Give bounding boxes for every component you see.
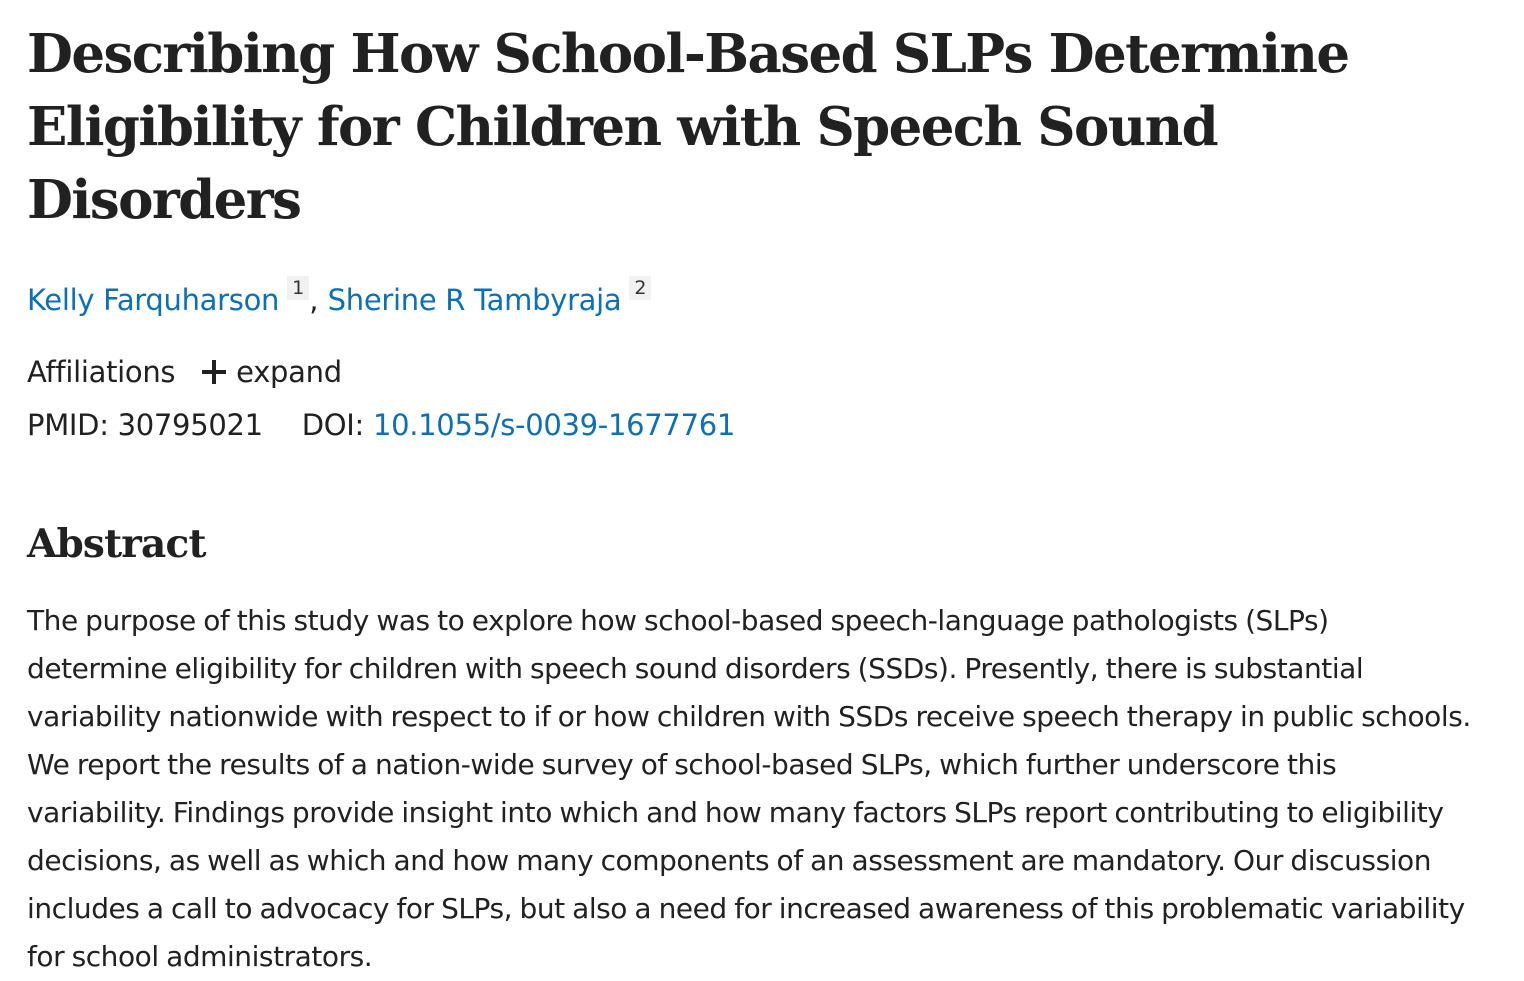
affiliations-label: Affiliations bbox=[27, 355, 176, 389]
abstract-text: The purpose of this study was to explore how school-based speech-language pathologists (SLPs) determine eligibility for children with speech sound disorders (SSDs). Presently, there is substantial variability nationwide with respect to if or how children with SSDs receive speech therapy in public schools. We report the results of a nation-wide survey of school-based SLPs, which further underscore this variability. Findings provide insight into which and how many factors SLPs report contributing to eligibility decisions, as well as which and how many components of an assessment are mandatory. Our discussion includes a call to advocacy for SLPs, but also a need for increased awareness of this problematic variability for school administrators. bbox=[27, 604, 1471, 973]
doi-link[interactable]: 10.1055/s-0039-1677761 bbox=[372, 408, 736, 442]
affiliations-expand-button[interactable] bbox=[202, 352, 342, 392]
article-title: Describing How School-Based SLPs Determine Eligibility for Children with Speech Sound Disorders bbox=[27, 23, 1349, 231]
doi-label: DOI: bbox=[301, 408, 365, 442]
authors-list bbox=[27, 277, 1524, 320]
identifiers-row bbox=[27, 405, 1524, 445]
author-affiliation-number-1[interactable]: 1 bbox=[287, 276, 309, 300]
plus-icon bbox=[202, 360, 226, 384]
author-link-sherine-r-tambyraja[interactable]: Sherine R Tambyraja bbox=[327, 283, 622, 317]
author-link-kelly-farquharson[interactable]: Kelly Farquharson bbox=[27, 283, 280, 317]
pmid-label: PMID: bbox=[27, 408, 109, 442]
author-separator: , bbox=[309, 283, 319, 317]
expand-label: expand bbox=[236, 355, 342, 389]
affiliations-row bbox=[27, 352, 1524, 392]
abstract-heading: Abstract bbox=[27, 521, 206, 567]
pmid-value: 30795021 bbox=[117, 408, 263, 442]
author-affiliation-number-2[interactable]: 2 bbox=[629, 276, 651, 300]
